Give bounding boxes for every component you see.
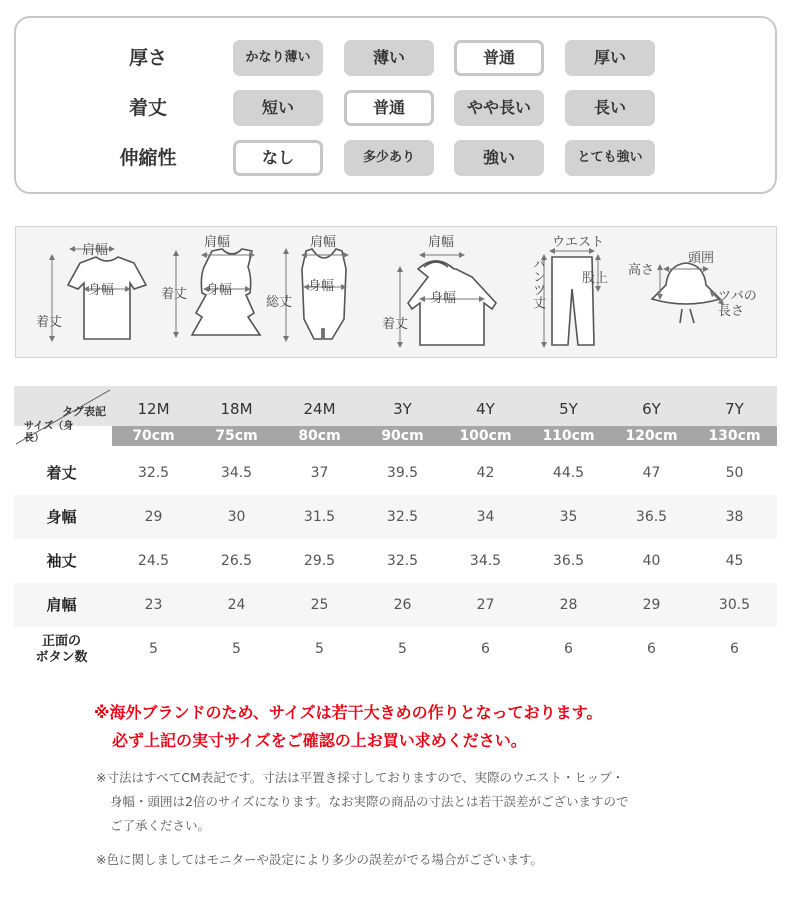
row-label: 袖丈: [46, 552, 77, 570]
label-shoulder: 肩幅: [310, 235, 337, 250]
table-cell: 5: [398, 641, 407, 657]
table-cell: 36.5: [635, 509, 668, 525]
height-header: 110cm: [542, 428, 595, 444]
table-cell: 31.5: [303, 509, 336, 525]
height-header: 120cm: [625, 428, 678, 444]
label-total-length: 総丈: [266, 295, 293, 310]
table-cell: 34.5: [220, 465, 253, 481]
note-color: ※色に関しましてはモニターや設定により多少の誤差がでる場合がございます。: [96, 852, 543, 867]
table-cell: 30: [227, 509, 246, 525]
chip-option: 多少あり: [344, 140, 434, 176]
note-measurement-2: 身幅・頭囲は2倍のサイズになります。なお実際の商品の寸法とは若干誤差がございますので: [110, 794, 629, 809]
label-length: 着丈: [382, 317, 409, 332]
table-row: [14, 495, 777, 539]
table-cell: 35: [559, 509, 578, 525]
table-cell: 24.5: [137, 553, 170, 569]
attr-label: 着丈: [128, 97, 167, 119]
measurement-illustration: [15, 226, 777, 358]
tshirt-icon: [68, 257, 146, 339]
chip-option: 薄い: [344, 40, 434, 76]
height-header: 70cm: [132, 428, 175, 444]
table-cell: 6: [481, 641, 490, 657]
table-cell: 5: [232, 641, 241, 657]
table-cell: 34.5: [469, 553, 502, 569]
height-header: 100cm: [459, 428, 512, 444]
chip-option: かなり薄い: [233, 40, 323, 76]
label-shoulder: 肩幅: [204, 235, 231, 250]
height-header: 80cm: [298, 428, 341, 444]
note-measurement-3: ご了承ください。: [110, 818, 211, 833]
table-cell: 32.5: [386, 509, 419, 525]
table-cell: 6: [647, 641, 656, 657]
romper-icon: [302, 249, 346, 339]
label-body-width: 身幅: [206, 283, 233, 298]
table-cell: 32.5: [386, 553, 419, 569]
label-shoulder: 肩幅: [82, 243, 109, 258]
label-brim-length: ツバの長さ: [718, 289, 757, 319]
tag-header: 18M: [220, 400, 253, 418]
chip-option: 短い: [233, 90, 323, 126]
height-header: 130cm: [708, 428, 761, 444]
table-cell: 45: [725, 553, 744, 569]
row-label: 正面の ボタン数: [35, 634, 88, 665]
attribute-box: [14, 16, 777, 194]
label-body-width: 身幅: [430, 291, 457, 306]
table-cell: 38: [725, 509, 744, 525]
chip-option: とても強い: [565, 140, 655, 176]
table-cell: 39.5: [386, 465, 419, 481]
table-cell: 26: [393, 597, 412, 613]
table-cell: 25: [310, 597, 329, 613]
table-cell: 34: [476, 509, 495, 525]
table-cell: 24: [227, 597, 246, 613]
label-shoulder: 肩幅: [428, 235, 455, 250]
notice-check-size: 必ず上記の実寸サイズをご確認の上お買い求めください。: [112, 731, 527, 750]
height-header: 75cm: [215, 428, 258, 444]
label-head-circumference: 頭囲: [688, 251, 715, 266]
table-cell: 23: [144, 597, 163, 613]
label-rise: 股上: [582, 271, 609, 286]
tag-header: 6Y: [642, 400, 661, 418]
row-label: 身幅: [46, 508, 77, 526]
table-cell: 32.5: [137, 465, 170, 481]
table-corner: [14, 386, 112, 446]
chip-option: 長い: [565, 90, 655, 126]
row-label: 着丈: [46, 464, 77, 482]
row-label: 肩幅: [46, 596, 77, 614]
note-measurement-1: ※寸法はすべてCM表記です。寸法は平置き採寸しておりますので、実際のウエスト・ヒップ・: [96, 770, 625, 785]
label-length: 着丈: [161, 287, 188, 302]
corner-tag-label: タグ表記: [62, 405, 106, 418]
table-cell: 40: [642, 553, 661, 569]
table-cell: 36.5: [552, 553, 585, 569]
chip-option: やや長い: [454, 90, 544, 126]
table-cell: 50: [725, 465, 744, 481]
chip-option: 厚い: [565, 40, 655, 76]
table-row: [14, 627, 777, 671]
table-cell: 27: [476, 597, 495, 613]
table-row: [14, 583, 777, 627]
table-cell: 5: [149, 641, 158, 657]
tag-header: 12M: [137, 400, 170, 418]
tag-header: 4Y: [476, 400, 495, 418]
chip-option-selected: なし: [233, 140, 323, 176]
table-cell: 26.5: [220, 553, 253, 569]
tag-header: 24M: [303, 400, 336, 418]
table-cell: 30.5: [718, 597, 751, 613]
table-cell: 5: [315, 641, 324, 657]
corner-size-label: サイズ（身長）: [24, 421, 74, 444]
label-waist: ウエスト: [552, 235, 605, 250]
table-row: [14, 539, 777, 583]
attr-label: 伸縮性: [119, 147, 177, 169]
tag-header: 3Y: [393, 400, 412, 418]
attr-label: 厚さ: [128, 47, 167, 69]
notice-oversize: ※海外ブランドのため、サイズは若干大きめの作りとなっております。: [94, 703, 603, 722]
label-body-width: 身幅: [308, 279, 335, 294]
table-cell: 28: [559, 597, 578, 613]
table-cell: 42: [476, 465, 495, 481]
garment-drawings: [16, 227, 778, 359]
table-cell: 37: [310, 465, 329, 481]
table-cell: 6: [564, 641, 573, 657]
tag-header: 5Y: [559, 400, 578, 418]
table-cell: 6: [730, 641, 739, 657]
label-height: 高さ: [628, 263, 655, 278]
chip-option-selected: 普通: [344, 90, 434, 126]
chip-option-selected: 普通: [454, 40, 544, 76]
table-cell: 29: [642, 597, 661, 613]
table-cell: 44.5: [552, 465, 585, 481]
label-length: 着丈: [36, 315, 63, 330]
tag-header: 7Y: [725, 400, 744, 418]
table-cell: 47: [642, 465, 661, 481]
label-pants-length: パンツ丈: [530, 257, 545, 309]
table-cell: 29.5: [303, 553, 336, 569]
chip-option: 強い: [454, 140, 544, 176]
height-header: 90cm: [381, 428, 424, 444]
table-cell: 29: [144, 509, 163, 525]
table-row: [14, 451, 777, 495]
label-body-width: 身幅: [88, 283, 115, 298]
